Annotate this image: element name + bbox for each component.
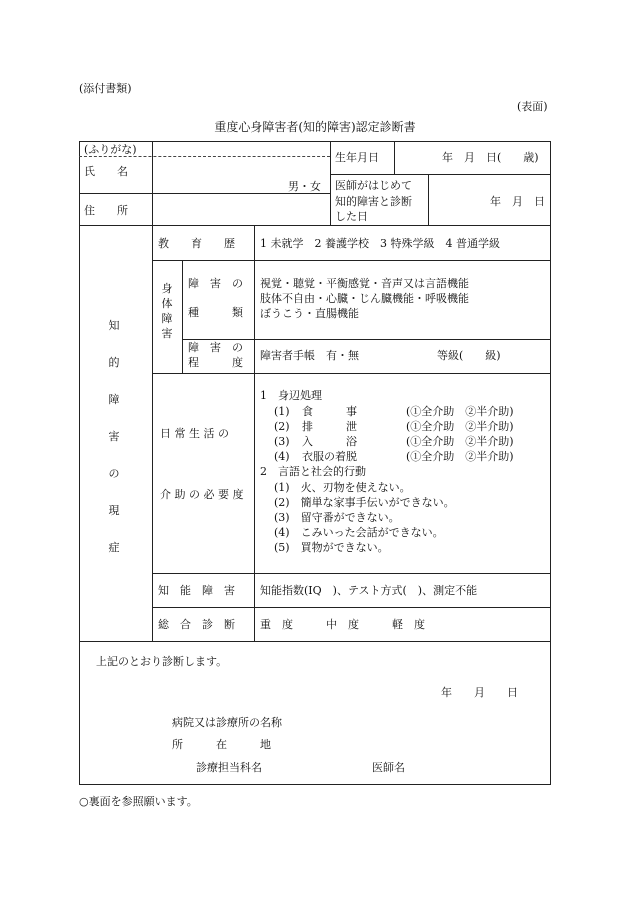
physical-char: 体 bbox=[161, 297, 173, 310]
disability-type-3: ぼうこう・直腸機能 bbox=[260, 307, 359, 320]
education-label: 教 育 歴 bbox=[158, 237, 235, 250]
first-diag-value: 年 月 日 bbox=[490, 195, 545, 208]
social-item: (5) 買物ができない。 bbox=[274, 541, 389, 554]
physical-char: 身 bbox=[161, 282, 173, 295]
sex-choice: 男・女 bbox=[288, 180, 321, 193]
iq-value: 知能指数(IQ )、テスト方式( )、測定不能 bbox=[260, 584, 478, 597]
department-label: 診療担当科名 bbox=[196, 761, 262, 774]
self-care-label: 入 浴 bbox=[302, 435, 357, 448]
furigana-label: (ふりがな) bbox=[84, 143, 137, 156]
self-care-num: (2) bbox=[274, 420, 290, 433]
self-care-options: (①全介助 ②半介助) bbox=[406, 405, 514, 418]
hospital-name-label: 病院又は診療所の名称 bbox=[172, 716, 282, 729]
disability-type-label-1: 障 害 の bbox=[188, 277, 243, 290]
self-care-options: (①全介助 ②半介助) bbox=[406, 435, 514, 448]
social-item: (1) 火、刃物を使えない。 bbox=[274, 481, 411, 494]
attachment-label: (添付書類) bbox=[79, 82, 132, 95]
daily-life-label: 日 常 生 活 の bbox=[160, 427, 229, 440]
self-care-label: 排 泄 bbox=[302, 420, 357, 433]
disability-type-2: 肢体不自由・心臓・じん臓機能・呼吸機能 bbox=[260, 292, 469, 305]
first-diag-line-3: した日 bbox=[335, 210, 368, 223]
disability-type-label-2: 種 類 bbox=[188, 306, 243, 319]
physical-disability-label bbox=[157, 283, 177, 343]
social-item: (3) 留守番ができない。 bbox=[274, 511, 400, 524]
doctor-label: 医師名 bbox=[372, 761, 405, 774]
disability-degree-label-1: 障 害 の bbox=[188, 341, 243, 354]
self-care-options: (①全介助 ②半介助) bbox=[406, 450, 514, 463]
name-label: 氏 名 bbox=[84, 165, 128, 178]
overall-label: 総 合 診 断 bbox=[158, 618, 235, 631]
vertical-char: 知 bbox=[108, 319, 120, 332]
assistance-label: 介 助 の 必 要 度 bbox=[160, 488, 244, 501]
social-item: (4) こみいった会話ができない。 bbox=[274, 526, 444, 539]
section-vertical-label bbox=[104, 320, 124, 579]
vertical-char: 障 bbox=[108, 393, 120, 406]
handbook-grade: 等級( 級) bbox=[437, 349, 501, 362]
self-care-num: (3) bbox=[274, 435, 290, 448]
disability-degree-label-2: 程 度 bbox=[188, 356, 243, 369]
document-title: 重度心身障害者(知的障害)認定診断書 bbox=[214, 120, 416, 134]
vertical-char: 害 bbox=[108, 430, 120, 443]
diagnosis-date: 年 月 日 bbox=[441, 686, 518, 699]
location-label: 所 在 地 bbox=[172, 738, 271, 751]
self-care-options: (①全介助 ②半介助) bbox=[406, 420, 514, 433]
self-care-heading: 1 身辺処理 bbox=[260, 389, 322, 402]
reverse-side-note: ○裏面を参照願います。 bbox=[79, 795, 198, 808]
disability-type-1: 視覚・聴覚・平衡感覚・音声又は言語機能 bbox=[260, 277, 469, 290]
vertical-char: の bbox=[108, 467, 120, 480]
first-diag-line-2: 知的障害と診断 bbox=[335, 195, 412, 208]
self-care-num: (1) bbox=[274, 405, 290, 418]
address-label: 住 所 bbox=[84, 204, 128, 217]
side-label: (表面) bbox=[517, 100, 548, 113]
self-care-label: 食 事 bbox=[302, 405, 357, 418]
vertical-char: 症 bbox=[108, 541, 120, 554]
self-care-label: 衣服の着脱 bbox=[302, 450, 357, 463]
physical-char: 障 bbox=[161, 312, 173, 325]
social-item: (2) 簡単な家事手伝いができない。 bbox=[274, 496, 455, 509]
vertical-char: 的 bbox=[108, 356, 120, 369]
dob-label: 生年月日 bbox=[335, 151, 379, 164]
social-heading: 2 言語と社会的行動 bbox=[260, 465, 366, 478]
first-diag-line-1: 医師がはじめて bbox=[335, 179, 412, 192]
diagnosis-statement: 上記のとおり診断します。 bbox=[96, 655, 228, 668]
physical-char: 害 bbox=[161, 327, 173, 340]
self-care-num: (4) bbox=[274, 450, 290, 463]
handbook-status: 障害者手帳 有・無 bbox=[260, 349, 359, 362]
dob-value: 年 月 日( 歳) bbox=[442, 151, 539, 164]
iq-label: 知 能 障 害 bbox=[158, 584, 235, 597]
vertical-char: 現 bbox=[108, 504, 120, 517]
overall-value: 重 度 中 度 軽 度 bbox=[260, 618, 425, 631]
education-options: 1 未就学 2 養護学校 3 特殊学級 4 普通学級 bbox=[260, 237, 500, 250]
